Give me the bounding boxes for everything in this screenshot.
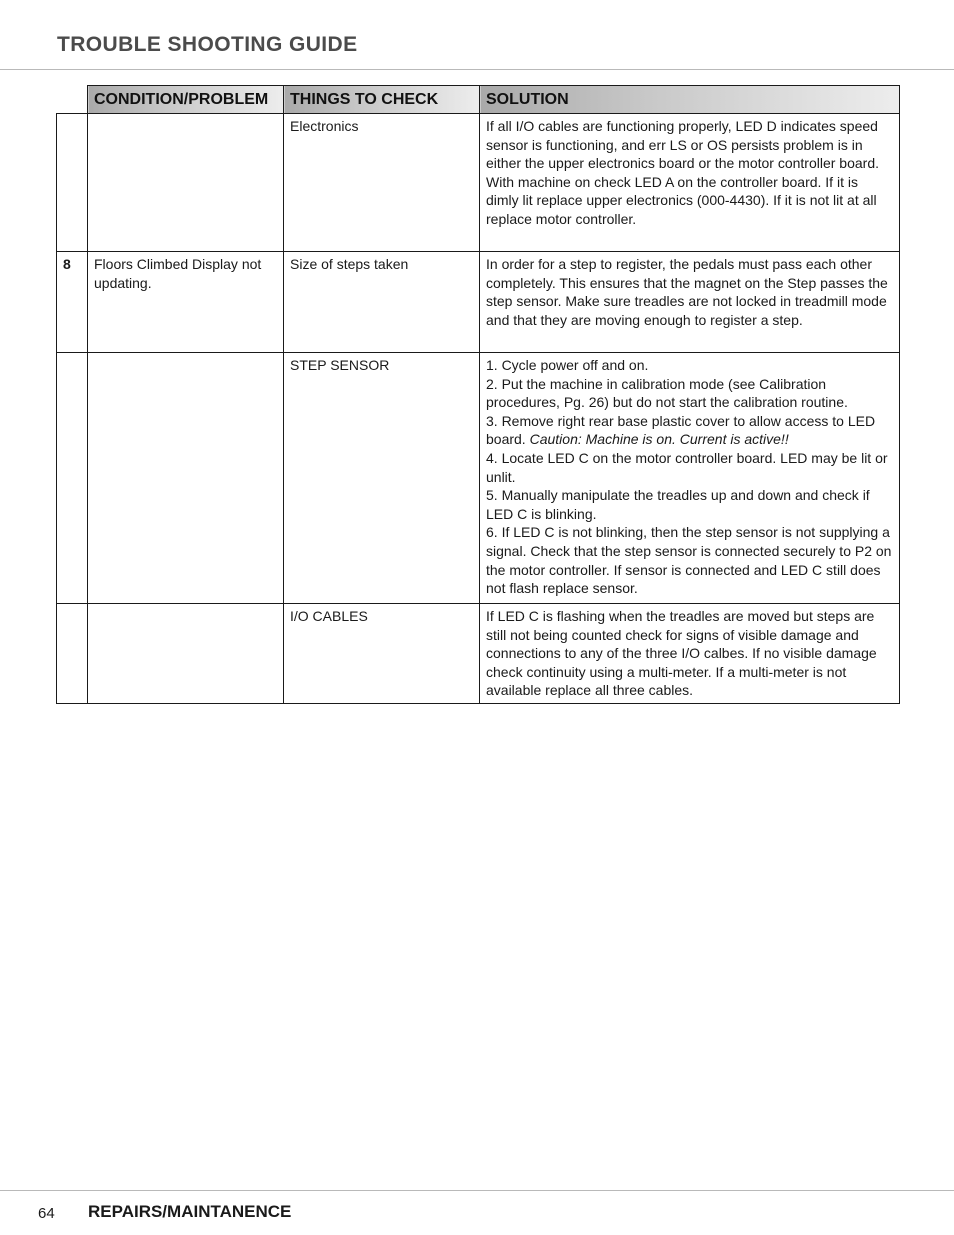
caution-note: Caution: Machine is on. Current is active!! bbox=[529, 431, 789, 448]
condition-cell bbox=[88, 604, 284, 704]
solution-step-3-text: 3. Remove right rear base plastic cover to allow access to LED board. bbox=[486, 412, 876, 448]
title-divider bbox=[0, 69, 954, 70]
solution-step-3 bbox=[486, 412, 893, 449]
condition-cell bbox=[88, 114, 284, 252]
solution-step-1: 1. Cycle power off and on. bbox=[486, 357, 649, 373]
solution-cell bbox=[480, 604, 900, 704]
check-cell: STEP SENSOR bbox=[284, 353, 480, 604]
column-header-solution: SOLUTION bbox=[480, 86, 900, 114]
row-number bbox=[57, 604, 88, 704]
troubleshooting-table bbox=[56, 85, 900, 704]
solution-text: If all I/O cables are functioning properly, LED D indicates speed sensor is functioning, and err LS or OS persists problem is in either the upper electronics board or the motor controller board. With machine on check LED A on the controller board. If it is dimly lit replace upper electronics (000-4430). If it is not lit at all replace motor controller. bbox=[486, 118, 879, 227]
table-row bbox=[57, 604, 900, 704]
row-number bbox=[57, 353, 88, 604]
solution-cell bbox=[480, 114, 900, 252]
condition-cell bbox=[88, 353, 284, 604]
page-title: TROUBLE SHOOTING GUIDE bbox=[57, 33, 358, 56]
page-number: 64 bbox=[38, 1205, 55, 1222]
solution-step-6: 6. If LED C is not blinking, then the step sensor is not supplying a signal. Check that the step sensor is connected securely to P2 on the motor controller. If sensor is connected and LED C still does not flash replace sensor. bbox=[486, 524, 892, 597]
solution-step-5: 5. Manually manipulate the treadles up and down and check if LED C is blinking. bbox=[486, 487, 870, 522]
column-header-check: THINGS TO CHECK bbox=[284, 86, 480, 114]
solution-cell bbox=[480, 353, 900, 604]
check-cell: Size of steps taken bbox=[284, 252, 480, 353]
table-row bbox=[57, 252, 900, 353]
number-column-header bbox=[57, 86, 88, 114]
solution-step-4: 4. Locate LED C on the motor controller board. LED may be lit or unlit. bbox=[486, 449, 888, 485]
solution-step-2: 2. Put the machine in calibration mode (see Calibration procedures, Pg. 26) but do not start the calibration routine. bbox=[486, 375, 848, 411]
solution-text: If LED C is flashing when the treadles are moved but steps are still not being counted check for signs of visible damage and connections to any of the three I/O calbes. If no visible damage check continuity using a multi-meter. If a multi-meter is not available replace all three cables. bbox=[486, 608, 877, 699]
table-header-row bbox=[57, 86, 900, 114]
table-row bbox=[57, 353, 900, 604]
check-cell: I/O CABLES bbox=[284, 604, 480, 704]
row-number: 8 bbox=[57, 252, 88, 353]
table-row bbox=[57, 114, 900, 252]
solution-text: In order for a step to register, the pedals must pass each other completely. This ensures that the magnet on the Step passes the step sensor. Make sure treadles are not locked in treadmill mode and that they are moving enough to register a step. bbox=[486, 256, 888, 328]
footer-section-title: REPAIRS/MAINTANENCE bbox=[88, 1202, 292, 1221]
solution-cell bbox=[480, 252, 900, 353]
footer-divider bbox=[0, 1190, 954, 1191]
check-cell: Electronics bbox=[284, 114, 480, 252]
column-header-condition: CONDITION/PROBLEM bbox=[88, 86, 284, 114]
condition-cell: Floors Climbed Display not updating. bbox=[88, 252, 284, 353]
row-number bbox=[57, 114, 88, 252]
